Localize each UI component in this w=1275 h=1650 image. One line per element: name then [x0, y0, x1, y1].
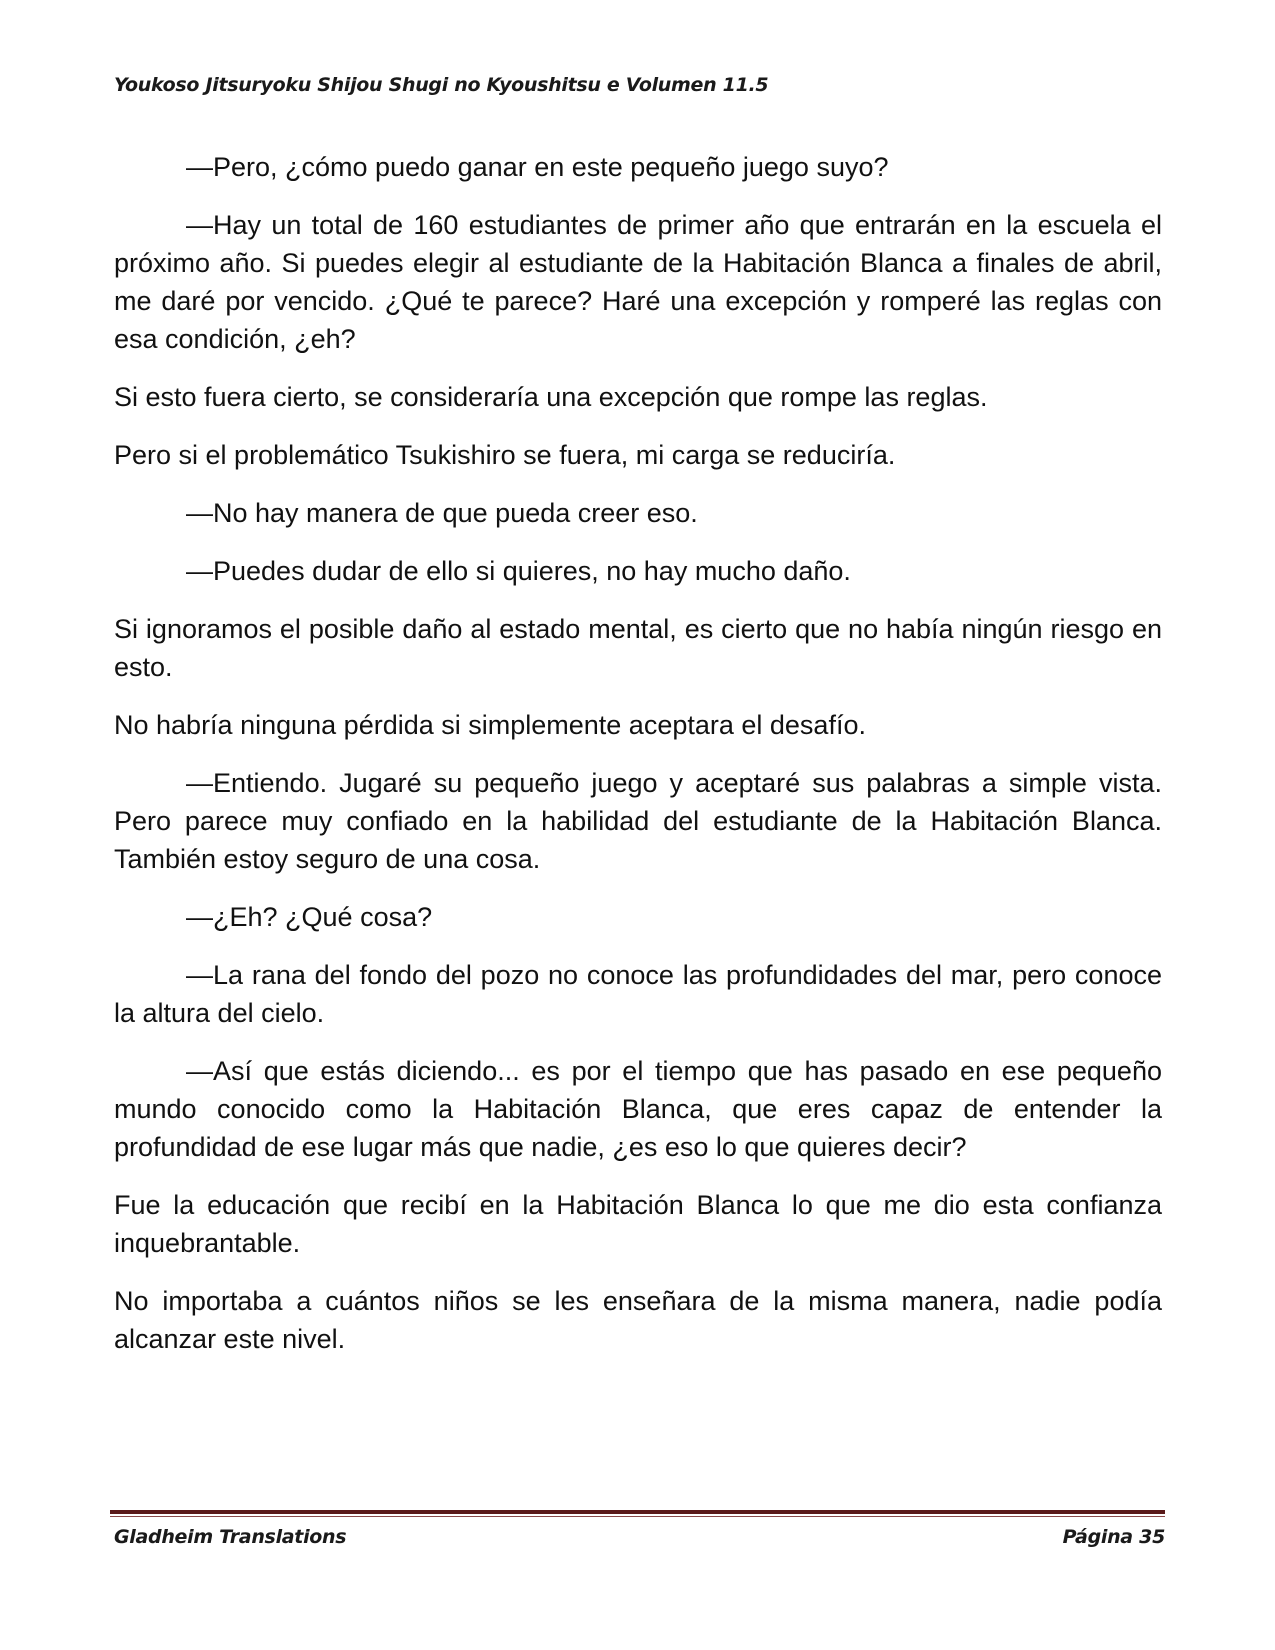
- paragraph: —La rana del fondo del pozo no conoce las profundidades del mar, pero conoce la altura del cielo.: [114, 960, 1162, 1028]
- paragraph: —Puedes dudar de ello si quieres, no hay mucho daño.: [186, 556, 851, 586]
- footer-page-number: Página 35: [1062, 1526, 1165, 1548]
- page-header-title: Youkoso Jitsuryoku Shijou Shugi no Kyoushitsu e Volumen 11.5: [114, 74, 769, 96]
- paragraph: Si ignoramos el posible daño al estado mental, es cierto que no había ningún riesgo en esto.: [114, 614, 1162, 682]
- paragraph: Fue la educación que recibí en la Habitación Blanca lo que me dio esta confianza inquebrantable.: [114, 1190, 1162, 1258]
- paragraph: —No hay manera de que pueda creer eso.: [186, 498, 698, 528]
- paragraph: —Así que estás diciendo... es por el tiempo que has pasado en ese pequeño mundo conocido como la Habitación Blanca, que eres capaz de entender la profundidad de ese lugar más que nadie, ¿es eso lo que quieres decir?: [114, 1056, 1162, 1162]
- paragraph: Pero si el problemático Tsukishiro se fuera, mi carga se reduciría.: [114, 440, 896, 470]
- paragraph: No habría ninguna pérdida si simplemente aceptara el desafío.: [114, 710, 866, 740]
- body-text: [114, 148, 1162, 1378]
- paragraph: —¿Eh? ¿Qué cosa?: [186, 902, 433, 932]
- paragraph: —Hay un total de 160 estudiantes de primer año que entrarán en la escuela el próximo año. Si puedes elegir al estudiante de la Habitación Blanca a finales de abril, me daré por vencido. ¿Qué te parece? Haré una excepción y romperé las reglas con esa condición, ¿eh?: [114, 210, 1162, 354]
- footer-divider: [110, 1510, 1165, 1517]
- footer-divider-thin: [110, 1516, 1165, 1517]
- paragraph: No importaba a cuántos niños se les enseñara de la misma manera, nadie podía alcanzar este nivel.: [114, 1286, 1162, 1354]
- footer-translator-credit: Gladheim Translations: [114, 1526, 347, 1548]
- paragraph: —Entiendo. Jugaré su pequeño juego y aceptaré sus palabras a simple vista. Pero parece muy confiado en la habilidad del estudiante de la Habitación Blanca. También estoy seguro de una cosa.: [114, 768, 1162, 874]
- paragraph: —Pero, ¿cómo puedo ganar en este pequeño juego suyo?: [186, 152, 889, 182]
- paragraph: Si esto fuera cierto, se consideraría una excepción que rompe las reglas.: [114, 382, 988, 412]
